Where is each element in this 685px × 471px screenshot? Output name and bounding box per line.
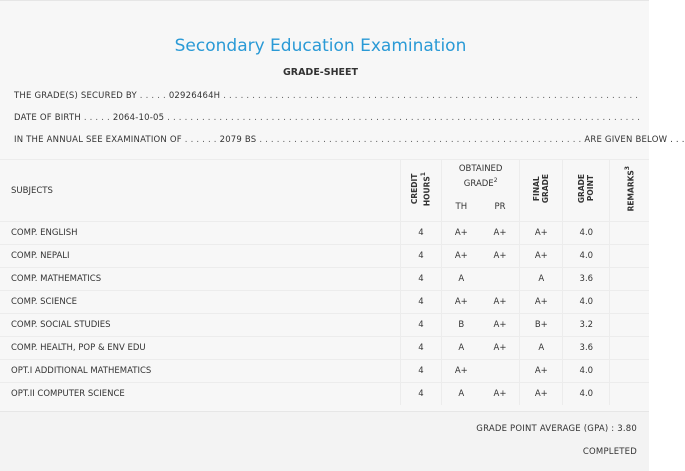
info-label-exam: IN THE ANNUAL SEE EXAMINATION OF bbox=[14, 135, 182, 145]
cell-pr: A+ bbox=[481, 291, 520, 314]
info-line-symbol: THE GRADE(S) SECURED BY . . . . . 02926464H . . . . . . . . . . . . . . . . . . . . . . . . . . . . . . . . . . . . . . . . . . . . . . . . . . . . . . . . . . . . . . . . . . . . . . . . bbox=[14, 91, 639, 101]
cell-subject: COMP. ENGLISH bbox=[0, 222, 401, 245]
gpa-text: GRADE POINT AVERAGE (GPA) : 3.80 bbox=[476, 424, 637, 434]
table-row bbox=[0, 268, 649, 291]
table-row bbox=[0, 291, 649, 314]
header-grade-point: GRADE POINT bbox=[563, 160, 610, 222]
table-row bbox=[0, 245, 649, 268]
cell-final: A+ bbox=[520, 291, 563, 314]
header-subjects: SUBJECTS bbox=[0, 160, 401, 222]
cell-subject: COMP. SOCIAL STUDIES bbox=[0, 314, 401, 337]
symbol-number: 02926464H bbox=[168, 91, 221, 101]
table-row bbox=[0, 337, 649, 360]
cell-credit: 4 bbox=[401, 337, 442, 360]
cell-th: A+ bbox=[442, 360, 481, 383]
cell-subject: COMP. NEPALI bbox=[0, 245, 401, 268]
cell-final: A+ bbox=[520, 245, 563, 268]
cell-th: A+ bbox=[442, 291, 481, 314]
cell-th: A+ bbox=[442, 245, 481, 268]
exam-year: 2079 BS bbox=[219, 135, 257, 145]
table-row bbox=[0, 222, 649, 245]
cell-credit: 4 bbox=[401, 314, 442, 337]
cell-pr: A+ bbox=[481, 222, 520, 245]
cell-credit: 4 bbox=[401, 245, 442, 268]
cell-subject: COMP. MATHEMATICS bbox=[0, 268, 401, 291]
cell-remarks bbox=[610, 291, 649, 314]
page-subtitle: GRADE-SHEET bbox=[282, 67, 359, 78]
header-pr: PR bbox=[494, 202, 506, 213]
cell-th: B bbox=[442, 314, 481, 337]
cell-gp: 4.0 bbox=[563, 291, 610, 314]
info-suffix-exam: ARE GIVEN BELOW . . . bbox=[584, 135, 685, 145]
footer-area bbox=[0, 411, 649, 471]
cell-final: A bbox=[520, 337, 563, 360]
cell-remarks bbox=[610, 337, 649, 360]
cell-gp: 3.2 bbox=[563, 314, 610, 337]
info-label-symbol: THE GRADE(S) SECURED BY bbox=[14, 91, 137, 101]
table-row bbox=[0, 314, 649, 337]
table-header-row bbox=[0, 160, 649, 194]
cell-gp: 4.0 bbox=[563, 222, 610, 245]
cell-credit: 4 bbox=[401, 222, 442, 245]
cell-remarks bbox=[610, 360, 649, 383]
cell-remarks bbox=[610, 245, 649, 268]
cell-pr bbox=[481, 268, 520, 291]
cell-pr: A+ bbox=[481, 383, 520, 406]
date-of-birth: 2064-10-05 bbox=[112, 113, 165, 123]
cell-final: A+ bbox=[520, 360, 563, 383]
page-title: Secondary Education Examination bbox=[174, 36, 467, 56]
cell-subject: OPT.II COMPUTER SCIENCE bbox=[0, 383, 401, 406]
cell-remarks bbox=[610, 314, 649, 337]
cell-gp: 4.0 bbox=[563, 360, 610, 383]
cell-gp: 3.6 bbox=[563, 268, 610, 291]
cell-final: A+ bbox=[520, 383, 563, 406]
cell-pr bbox=[481, 360, 520, 383]
cell-subject: OPT.I ADDITIONAL MATHEMATICS bbox=[0, 360, 401, 383]
cell-remarks bbox=[610, 383, 649, 406]
info-line-dob: DATE OF BIRTH . . . . . 2064-10-05 . . . . . . . . . . . . . . . . . . . . . . . . . . . . . . . . . . . . . . . . . . . . . . . . . . . . . . . . . . . . . . . . . . . . . . . . . . . . . . . . . . bbox=[14, 113, 641, 123]
cell-pr: A+ bbox=[481, 314, 520, 337]
cell-th: A bbox=[442, 268, 481, 291]
table-row bbox=[0, 360, 649, 383]
cell-subject: COMP. HEALTH, POP & ENV EDU bbox=[0, 337, 401, 360]
cell-pr: A+ bbox=[481, 337, 520, 360]
table-row bbox=[0, 383, 649, 406]
header-final-grade: FINAL GRADE bbox=[520, 160, 563, 222]
header-th: TH bbox=[442, 194, 481, 222]
cell-gp: 3.6 bbox=[563, 337, 610, 360]
grades-table bbox=[0, 159, 649, 405]
status-text: COMPLETED bbox=[582, 447, 637, 457]
cell-th: A bbox=[442, 383, 481, 406]
cell-gp: 4.0 bbox=[563, 245, 610, 268]
cell-subject: COMP. SCIENCE bbox=[0, 291, 401, 314]
cell-remarks bbox=[610, 268, 649, 291]
cell-final: B+ bbox=[520, 314, 563, 337]
info-line-exam: IN THE ANNUAL SEE EXAMINATION OF . . . . . . 2079 BS . . . . . . . . . . . . . . . . . . . . . . . . . . . . . . . . . . . . . . . . . . . . . . . . . . . . . . . . ARE GIVEN BELOW . . . bbox=[14, 135, 685, 145]
cell-credit: 4 bbox=[401, 291, 442, 314]
info-label-dob: DATE OF BIRTH bbox=[14, 113, 81, 123]
cell-credit: 4 bbox=[401, 383, 442, 406]
cell-final: A+ bbox=[520, 222, 563, 245]
header-remarks: REMARKS$^3$ bbox=[610, 160, 649, 222]
cell-gp: 4.0 bbox=[563, 383, 610, 406]
cell-final: A bbox=[520, 268, 563, 291]
cell-pr: A+ bbox=[481, 245, 520, 268]
cell-credit: 4 bbox=[401, 360, 442, 383]
cell-th: A+ bbox=[442, 222, 481, 245]
cell-credit: 4 bbox=[401, 268, 442, 291]
header-credit-hours: CREDIT HOURS$^1$ bbox=[401, 160, 442, 222]
cell-remarks bbox=[610, 222, 649, 245]
cell-th: A bbox=[442, 337, 481, 360]
header-obtained-grade: OBTAINED GRADE$^2$ bbox=[442, 160, 520, 194]
